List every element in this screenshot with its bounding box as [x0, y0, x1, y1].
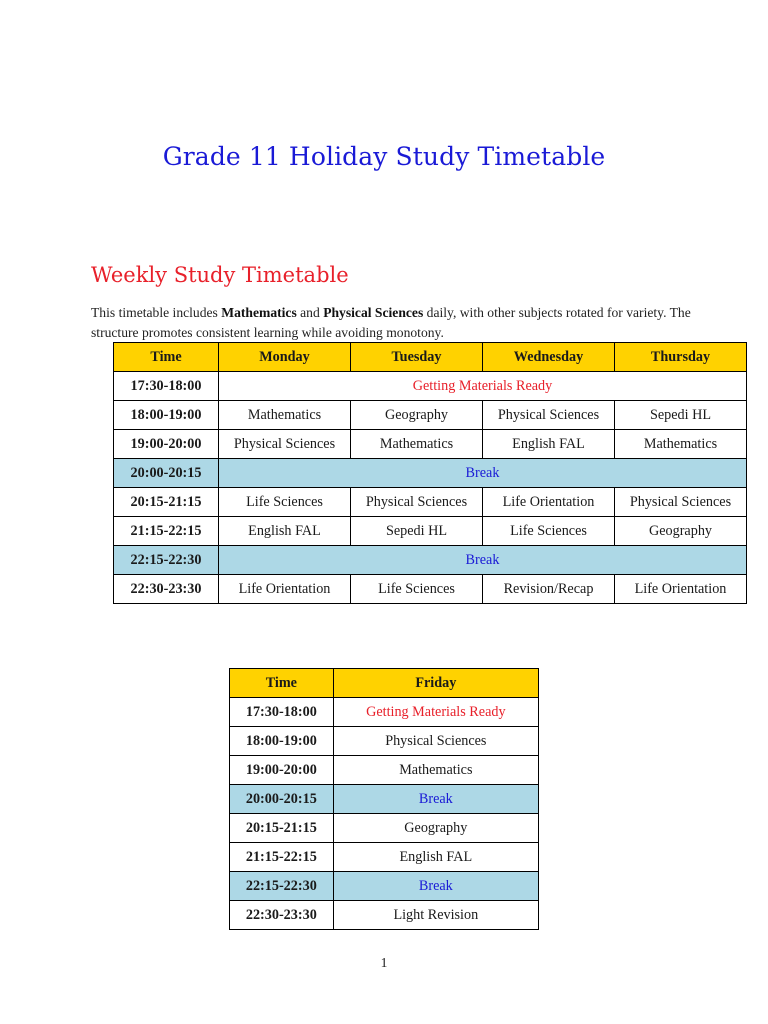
time-cell: 22:15-22:30 — [230, 872, 334, 901]
subject-cell: Sepedi HL — [351, 517, 483, 546]
subject-cell: Sepedi HL — [615, 401, 747, 430]
weekly-row — [114, 430, 747, 459]
time-cell: 22:30-23:30 — [114, 575, 219, 604]
subject-cell: Physical Sciences — [333, 727, 538, 756]
weekly-break-row — [114, 546, 747, 575]
subject-cell: Geography — [351, 401, 483, 430]
subject-cell: Geography — [615, 517, 747, 546]
time-cell: 20:15-21:15 — [230, 814, 334, 843]
friday-row — [230, 698, 539, 727]
intro-bold-physical-sciences: Physical Sciences — [323, 305, 424, 320]
time-cell: 22:15-22:30 — [114, 546, 219, 575]
subject-cell: Mathematics — [615, 430, 747, 459]
subject-cell: Life Sciences — [483, 517, 615, 546]
intro-text-2: and — [296, 305, 324, 320]
intro-paragraph — [91, 303, 711, 343]
time-cell: 18:00-19:00 — [114, 401, 219, 430]
subject-cell: Mathematics — [333, 756, 538, 785]
friday-break-row — [230, 785, 539, 814]
weekly-row — [114, 517, 747, 546]
subject-cell: Life Orientation — [219, 575, 351, 604]
friday-row — [230, 901, 539, 930]
weekly-break-row — [114, 459, 747, 488]
break-cell: Break — [219, 459, 747, 488]
time-cell: 19:00-20:00 — [230, 756, 334, 785]
weekly-header-tuesday: Tuesday — [351, 343, 483, 372]
subject-cell: Life Orientation — [615, 575, 747, 604]
weekly-header-row — [114, 343, 747, 372]
subject-cell: Light Revision — [333, 901, 538, 930]
intro-bold-mathematics: Mathematics — [221, 305, 297, 320]
weekly-header-time: Time — [114, 343, 219, 372]
time-cell: 20:15-21:15 — [114, 488, 219, 517]
time-cell: 19:00-20:00 — [114, 430, 219, 459]
break-cell: Break — [219, 546, 747, 575]
time-cell: 17:30-18:00 — [114, 372, 219, 401]
subject-cell: Mathematics — [219, 401, 351, 430]
subject-cell: English FAL — [483, 430, 615, 459]
weekly-header-wednesday: Wednesday — [483, 343, 615, 372]
weekly-header-thursday: Thursday — [615, 343, 747, 372]
document-title: Grade 11 Holiday Study Timetable — [162, 142, 606, 171]
subject-cell: Geography — [333, 814, 538, 843]
weekly-row — [114, 488, 747, 517]
subject-cell: Mathematics — [351, 430, 483, 459]
intro-text-1: This timetable includes — [91, 305, 222, 320]
break-cell: Break — [333, 872, 538, 901]
time-cell: 21:15-22:15 — [114, 517, 219, 546]
time-cell: 17:30-18:00 — [230, 698, 334, 727]
friday-header-time: Time — [230, 669, 334, 698]
friday-row — [230, 843, 539, 872]
friday-row — [230, 814, 539, 843]
subject-cell: Physical Sciences — [351, 488, 483, 517]
time-cell: 22:30-23:30 — [230, 901, 334, 930]
subject-cell: English FAL — [333, 843, 538, 872]
friday-break-row — [230, 872, 539, 901]
subject-cell: Life Sciences — [219, 488, 351, 517]
friday-row — [230, 727, 539, 756]
time-cell: 20:00-20:15 — [114, 459, 219, 488]
subject-cell: Physical Sciences — [483, 401, 615, 430]
weekly-row — [114, 575, 747, 604]
getting-ready-cell: Getting Materials Ready — [333, 698, 538, 727]
subject-cell: English FAL — [219, 517, 351, 546]
break-cell: Break — [333, 785, 538, 814]
subject-cell: Life Sciences — [351, 575, 483, 604]
time-cell: 20:00-20:15 — [230, 785, 334, 814]
time-cell: 18:00-19:00 — [230, 727, 334, 756]
intro-text-3: daily, with other subjects rotated for variety. The structure promotes consistent learning while avoiding monotony. — [91, 305, 691, 340]
getting-ready-cell: Getting Materials Ready — [219, 372, 747, 401]
subject-cell: Physical Sciences — [219, 430, 351, 459]
friday-row — [230, 756, 539, 785]
section-heading: Weekly Study Timetable — [91, 263, 349, 287]
time-cell: 21:15-22:15 — [230, 843, 334, 872]
friday-header-friday: Friday — [333, 669, 538, 698]
weekly-timetable — [113, 342, 747, 604]
subject-cell: Life Orientation — [483, 488, 615, 517]
friday-header-row — [230, 669, 539, 698]
friday-timetable — [229, 668, 539, 930]
weekly-row — [114, 372, 747, 401]
weekly-header-monday: Monday — [219, 343, 351, 372]
page-number: 1 — [380, 955, 388, 970]
weekly-row — [114, 401, 747, 430]
subject-cell: Physical Sciences — [615, 488, 747, 517]
subject-cell: Revision/Recap — [483, 575, 615, 604]
